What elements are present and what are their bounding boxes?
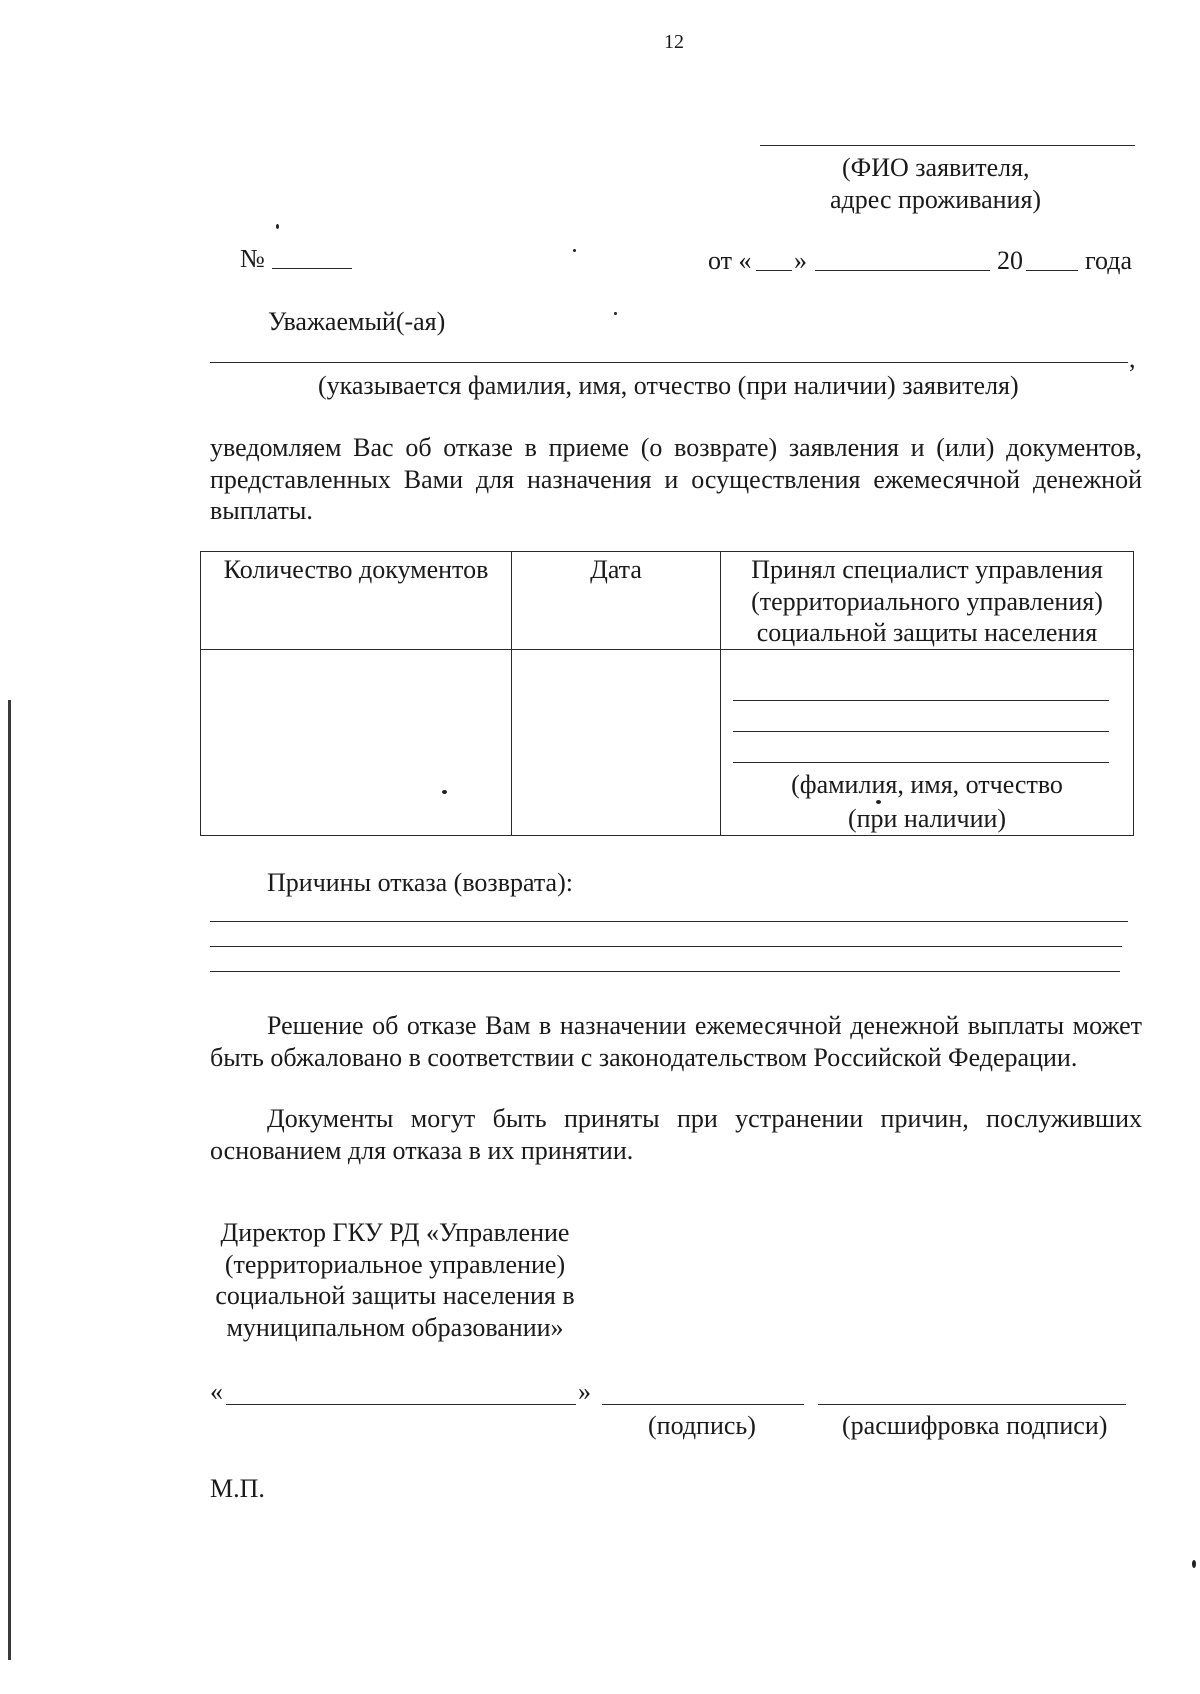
specialist-caption-line1: (фамилия, имя, отчество [791, 770, 1063, 800]
year-field[interactable] [1026, 270, 1078, 271]
reasons-label: Причины отказа (возврата): [267, 868, 573, 897]
specialist-caption-line2: (при наличии) [847, 803, 1007, 833]
addressee-name-line[interactable] [210, 362, 1128, 363]
document-count-cell[interactable] [201, 650, 512, 835]
reason-line[interactable] [210, 946, 1122, 947]
recipient-name-line [760, 145, 1135, 146]
signature-field[interactable] [602, 1404, 804, 1405]
sign-open-quote: « [210, 1377, 223, 1406]
decoding-caption: (расшифровка подписи) [842, 1411, 1108, 1440]
specialist-cell [721, 650, 1134, 835]
sign-close-quote: » [578, 1377, 591, 1406]
reason-line[interactable] [210, 921, 1128, 922]
header-date: Дата [590, 555, 642, 584]
year-prefix: 20 [997, 246, 1023, 275]
table-header-cell [201, 552, 512, 650]
date-from-label: от « [708, 246, 752, 275]
scan-edge-artifact [8, 700, 11, 1660]
table-header-cell [512, 552, 721, 650]
specialist-line[interactable] [733, 732, 1109, 763]
recipient-caption-line1: (ФИО заявителя, [842, 153, 1030, 182]
director-line4: муниципальном образовании» [226, 1313, 564, 1343]
month-field[interactable] [815, 270, 990, 271]
header-document-count: Количество документов [223, 555, 489, 584]
notice-paragraph: уведомляем Вас об отказе в приеме (о возврате) заявления и (или) документов, представленных Вами для назначения и осуществления ежемесячной денежной выплаты. [210, 433, 1142, 526]
addressee-caption: (указывается фамилия, имя, отчество (при наличии) заявителя) [318, 371, 1019, 400]
year-suffix: года [1085, 246, 1133, 275]
number-sign: № [240, 244, 265, 273]
resubmit-paragraph: Документы могут быть приняты при устранении причин, послуживших основанием для отказа в их принятии. [210, 1104, 1142, 1165]
salutation-comma: , [1129, 344, 1136, 373]
table-header-cell [721, 552, 1134, 650]
signature-decoding-field[interactable] [818, 1404, 1126, 1405]
reason-line[interactable] [210, 971, 1120, 972]
page-number: 12 [664, 31, 684, 53]
salutation: Уважаемый(-ая) [268, 307, 446, 336]
specialist-line[interactable] [733, 701, 1109, 732]
header-specialist: Принял специалист управления (территориального управления) социальной защиты населения [751, 555, 1103, 648]
date-cell[interactable] [512, 650, 721, 835]
sign-name-field[interactable] [226, 1404, 576, 1405]
number-field[interactable] [272, 268, 352, 269]
appeal-paragraph: Решение об отказе Вам в назначении ежемесячной денежной выплаты может быть обжаловано в соответствии с законодательством Российской Федерации. [210, 1011, 1142, 1072]
stamp-place: М.П. [210, 1474, 265, 1503]
specialist-signature-lines [721, 650, 1133, 763]
director-line3: социальной защиты населения в [215, 1281, 575, 1311]
director-line2: (территориальное управление) [224, 1249, 566, 1279]
scan-speck [1192, 1560, 1196, 1568]
day-field[interactable] [756, 270, 792, 271]
table-header-row [201, 552, 1134, 650]
signature-caption: (подпись) [648, 1411, 756, 1440]
scan-speck [614, 312, 617, 315]
documents-table [200, 551, 1134, 836]
specialist-line[interactable] [733, 670, 1109, 701]
date-close-quote: » [794, 246, 807, 275]
scan-speck [276, 224, 279, 229]
director-line1: Директор ГКУ РД «Управление [220, 1218, 570, 1247]
scan-speck [573, 249, 576, 252]
director-block [210, 1217, 580, 1344]
recipient-caption-line2: адрес проживания) [830, 185, 1042, 214]
table-row [201, 650, 1134, 835]
